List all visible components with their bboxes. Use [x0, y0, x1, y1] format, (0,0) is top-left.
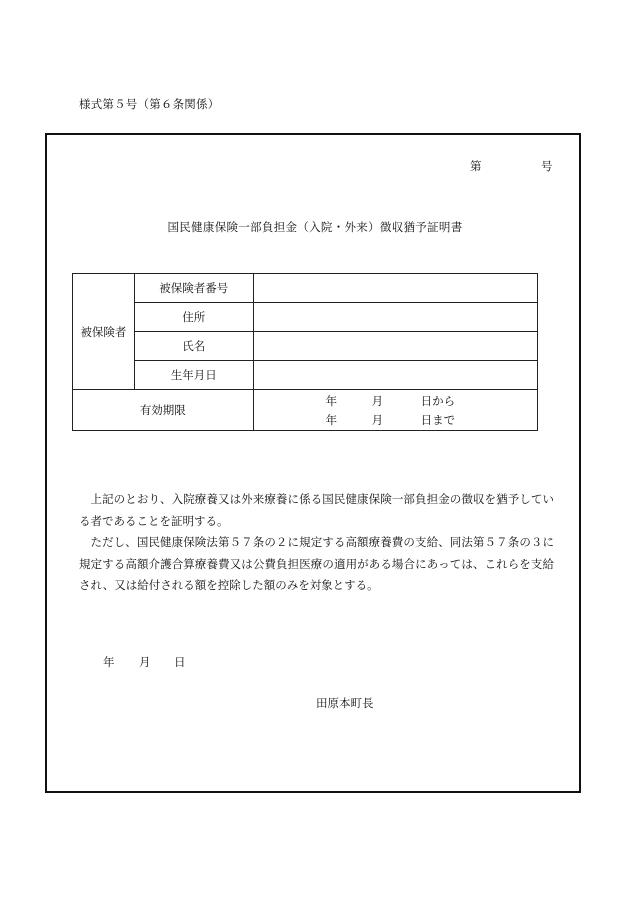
- period-from-month: 月: [371, 394, 384, 408]
- form-number-label: 様式第５号（第６条関係）: [79, 97, 220, 111]
- period-from-line: [254, 391, 537, 410]
- period-to-line: [254, 410, 537, 429]
- insured-info-table: [72, 273, 538, 431]
- name-field[interactable]: [253, 332, 537, 361]
- period-to-year: 年: [325, 413, 338, 427]
- issue-date-day: 日: [174, 655, 186, 669]
- table-row: [73, 274, 538, 303]
- name-label: 氏名: [134, 332, 253, 361]
- body-paragraph-2: ただし、国民健康保険法第５７条の２に規定する高額療養費の支給、同法第５７条の３に規定する高額介護合算療養費又は公費負担医療の適用がある場合にあっては、これらを支給され、又は給付される額を控除した額のみを対象とする。: [79, 535, 554, 592]
- table-row: [73, 303, 538, 332]
- insured-number-label: 被保険者番号: [134, 274, 253, 303]
- period-from-year: 年: [325, 394, 338, 408]
- birthdate-label: 生年月日: [134, 361, 253, 390]
- validity-period-label: 有効期限: [73, 390, 254, 431]
- insured-group-label: 被保険者: [73, 274, 135, 390]
- issue-date-month: 月: [139, 655, 151, 669]
- period-to-day: 日まで: [420, 413, 456, 427]
- certificate-number-suffix: 号: [541, 159, 553, 173]
- body-paragraph-1: 上記のとおり、入院療養又は外来療養に係る国民健康保険一部負担金の徴収を猶予している者であることを証明する。: [79, 492, 554, 528]
- validity-period-field[interactable]: [253, 390, 537, 431]
- certificate-title: 国民健康保険一部負担金（入院・外来）徴収猶予証明書: [167, 220, 463, 234]
- insured-number-field[interactable]: [253, 274, 537, 303]
- certificate-number-prefix: 第: [470, 159, 482, 173]
- issue-date-year: 年: [103, 655, 115, 669]
- certificate-body: [79, 489, 554, 597]
- issuer-name: 田原本町長: [316, 696, 374, 710]
- address-field[interactable]: [253, 303, 537, 332]
- period-from-day: 日から: [420, 394, 456, 408]
- address-label: 住所: [134, 303, 253, 332]
- period-to-month: 月: [371, 413, 384, 427]
- table-row: [73, 332, 538, 361]
- birthdate-field[interactable]: [253, 361, 537, 390]
- table-row: [73, 361, 538, 390]
- table-row: [73, 390, 538, 431]
